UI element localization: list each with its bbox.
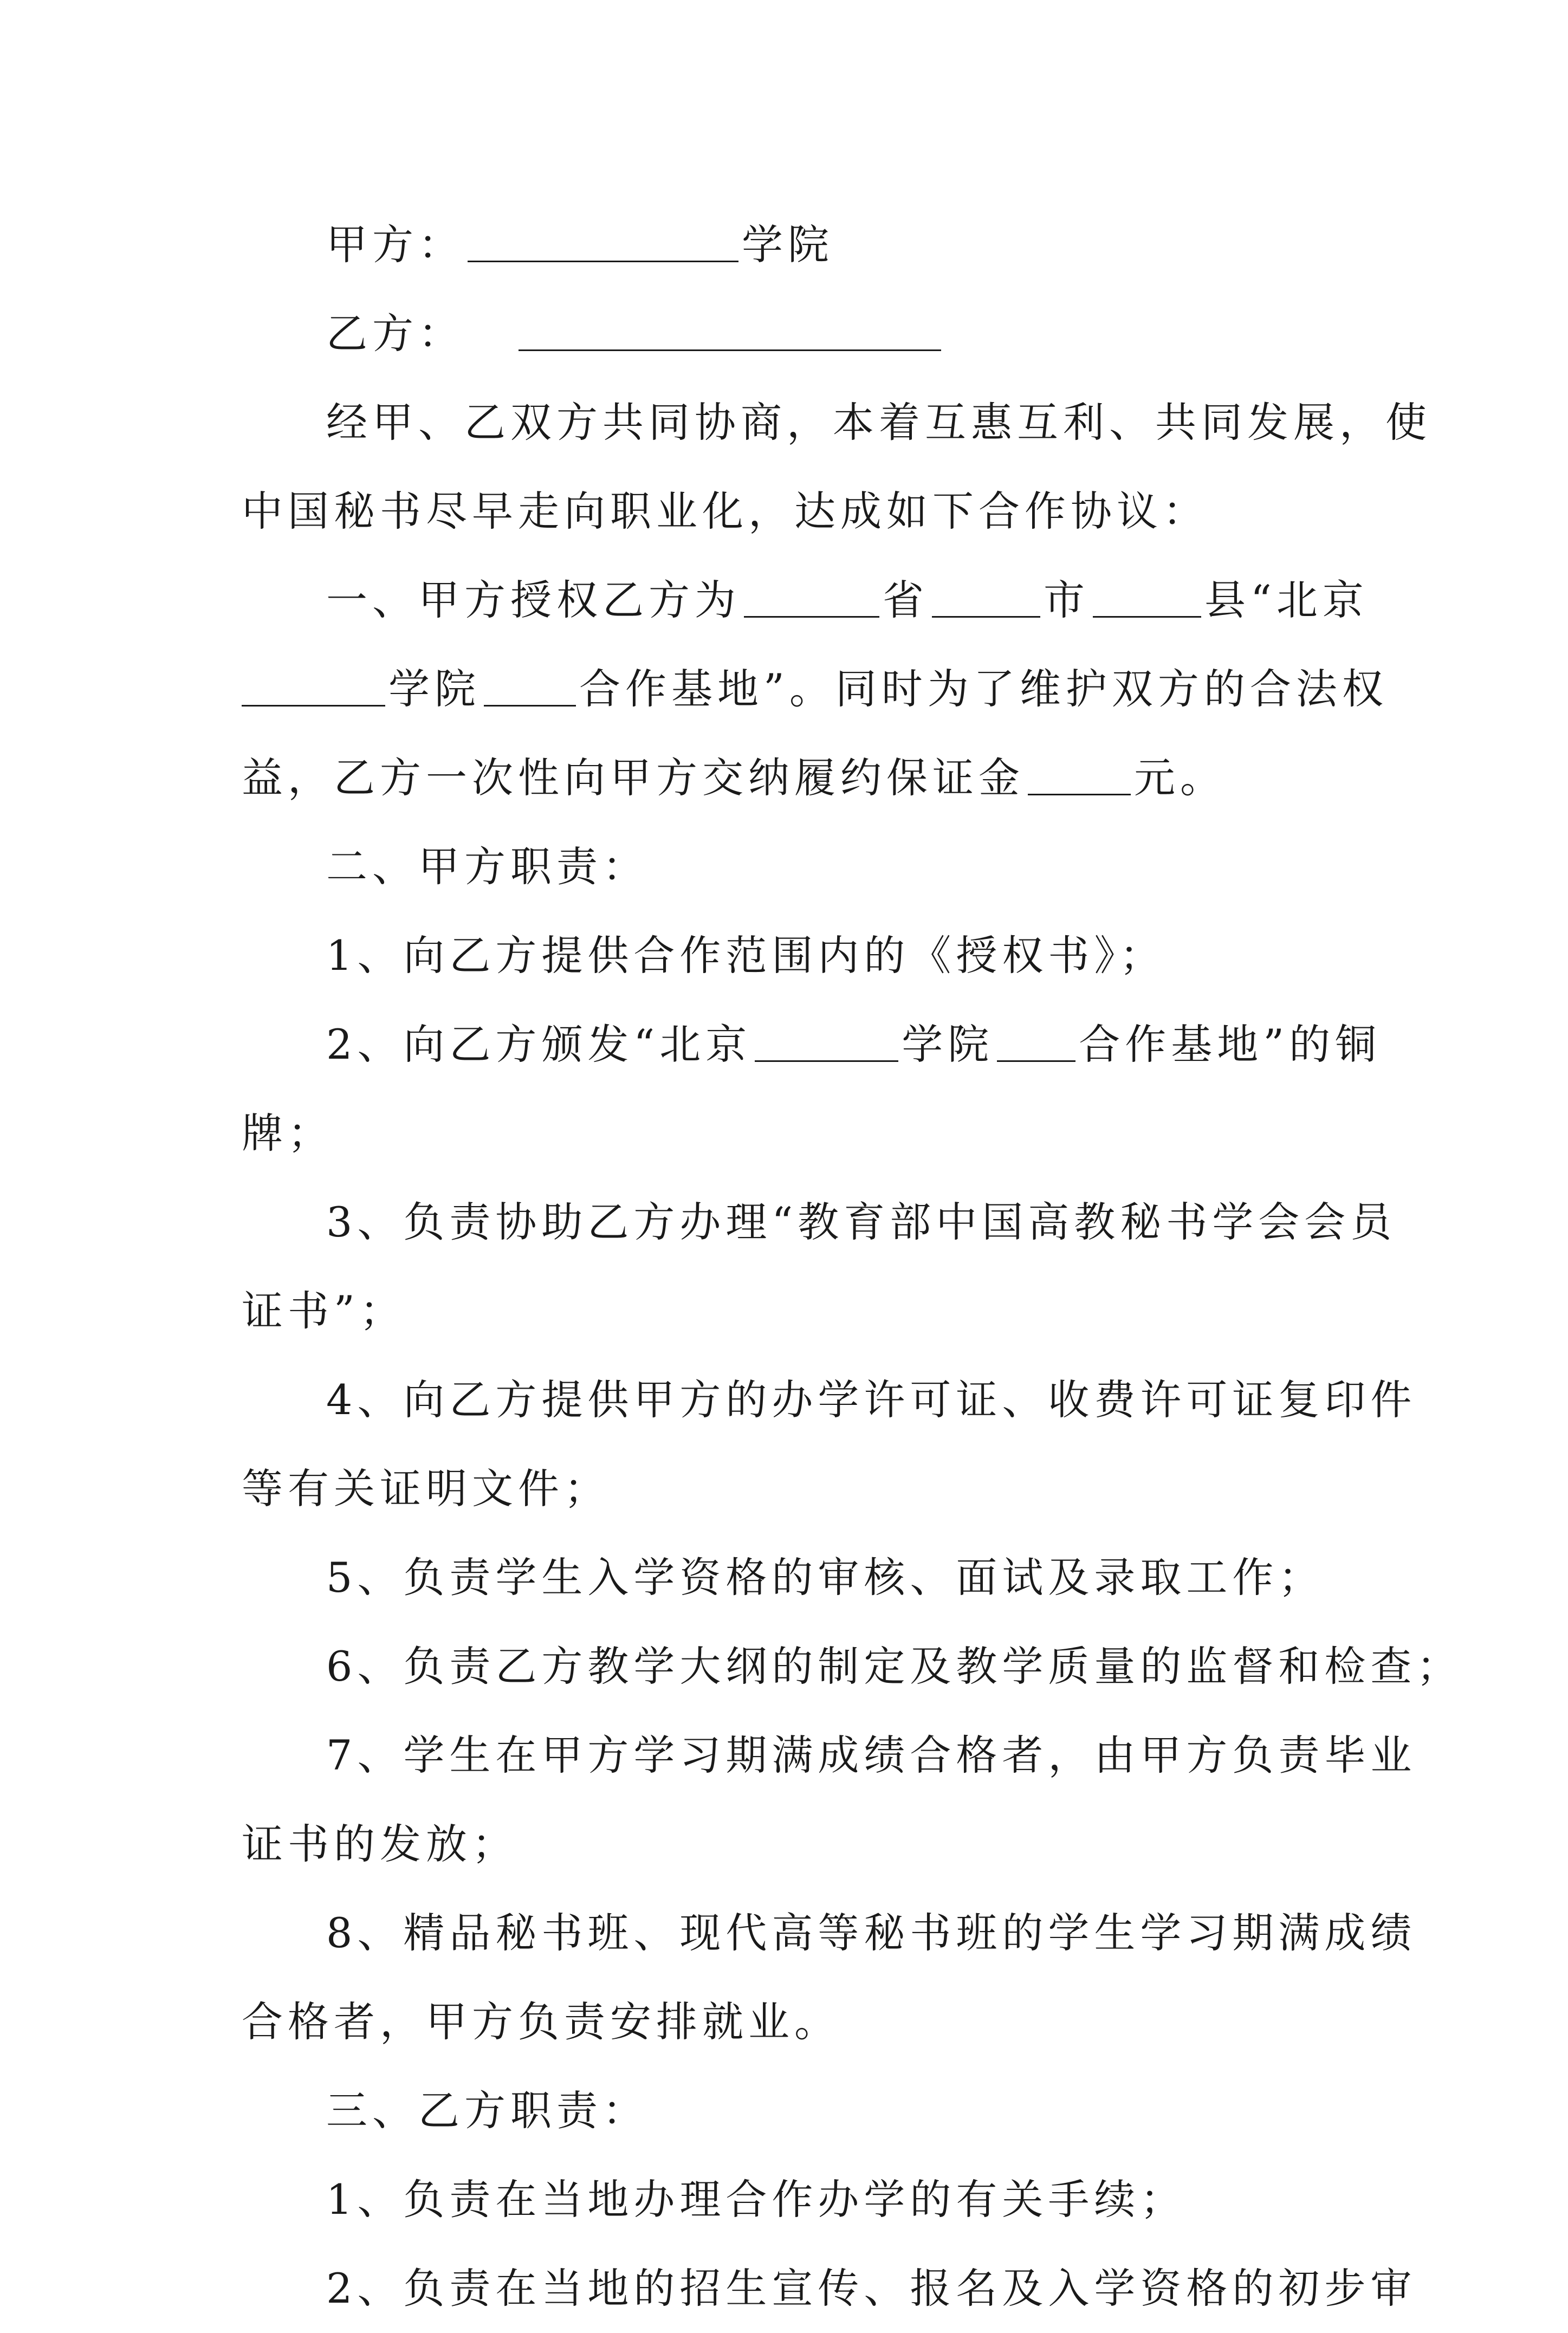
section-1-text-f: 合作基地”。同时为了维护双方的合法权 <box>579 665 1388 713</box>
section-2-item-3-line-2: 证书”； <box>242 1287 406 1335</box>
section-1-line-3 <box>242 734 1358 822</box>
intro-line-1: 经甲、乙双方共同协商，本着互惠互利、共同发展，使 <box>326 398 1431 446</box>
section-2-item-1: 1、向乙方提供合作范围内的《授权书》； <box>326 931 1166 980</box>
party-b-label: 乙方： <box>326 309 464 358</box>
section-2-item-5: 5、负责学生入学资格的审核、面试及录取工作； <box>326 1553 1325 1602</box>
party-a-label: 甲方： <box>326 221 464 269</box>
deposit-amount-blank[interactable] <box>1028 755 1131 795</box>
intro-line-2: 中国秘书尽早走向职业化，达成如下合作协议： <box>242 487 1209 535</box>
intro-paragraph <box>242 378 1431 556</box>
agreement-body <box>242 200 1463 2333</box>
section-2-heading: 二、甲方职责： <box>326 843 649 891</box>
plaque-base-blank[interactable] <box>997 1021 1075 1062</box>
section-1-text-e: 学院 <box>388 665 481 713</box>
section-2-item-4-line-2: 等有关证明文件； <box>242 1464 610 1513</box>
section-2-item-2-text-a: 2、向乙方颁发“北京 <box>326 1020 752 1068</box>
section-1-text-g: 益，乙方一次性向甲方交纳履约保证金 <box>242 754 1025 802</box>
city-blank[interactable] <box>932 577 1040 618</box>
section-2-item-8-line-2: 合格者，甲方负责安排就业。 <box>242 1998 840 2046</box>
section-1-text-d: 县“北京 <box>1204 576 1369 624</box>
section-2-item-2 <box>242 1000 1382 1178</box>
section-2-item-2-text-b: 学院 <box>902 1020 994 1068</box>
plaque-school-blank[interactable] <box>755 1021 898 1062</box>
party-b-line <box>242 289 1358 378</box>
section-2-item-3 <box>242 1178 1397 1356</box>
section-1-text-a: 一、甲方授权乙方为 <box>326 576 741 624</box>
section-2-item-8-line-1: 8、精品秘书班、现代高等秘书班的学生学习期满成绩 <box>326 1909 1417 1957</box>
section-1-paragraph <box>242 556 1388 822</box>
section-2-item-7-line-2: 证书的发放； <box>242 1820 518 1868</box>
section-2-item-4 <box>242 1356 1417 1533</box>
section-2-item-4-line-1: 4、向乙方提供甲方的办学许可证、收费许可证复印件 <box>326 1376 1417 1424</box>
party-a-blank[interactable] <box>468 222 738 262</box>
section-1-text-h: 元。 <box>1134 754 1226 802</box>
section-1-line-1 <box>242 556 1369 645</box>
section-2-item-6: 6、负责乙方教学大纲的制定及教学质量的监督和检查； <box>326 1642 1463 1690</box>
party-b-blank[interactable] <box>519 310 941 351</box>
county-blank[interactable] <box>1093 577 1201 618</box>
section-3-item-2: 2、负责在当地的招生宣传、报名及入学资格的初步审 <box>326 2264 1417 2312</box>
section-2-item-2-text-c: 合作基地”的铜 <box>1079 1020 1382 1068</box>
party-a-line <box>242 200 1358 289</box>
section-3-heading: 三、乙方职责： <box>326 2086 649 2135</box>
section-3-item-1: 1、负责在当地办理合作办学的有关手续； <box>326 2175 1187 2224</box>
section-2-item-8 <box>242 1889 1417 2066</box>
section-1-text-b: 省 <box>883 576 929 624</box>
party-a-suffix: 学院 <box>742 221 834 269</box>
school-name-blank[interactable] <box>242 666 385 707</box>
province-blank[interactable] <box>744 577 879 618</box>
section-2-item-7-line-1: 7、学生在甲方学习期满成绩合格者，由甲方负责毕业 <box>326 1731 1417 1779</box>
base-name-blank[interactable] <box>484 666 576 707</box>
section-2-item-2-line-2: 牌； <box>242 1109 334 1157</box>
section-2-item-7 <box>242 1711 1417 1889</box>
section-1-text-c: 市 <box>1044 576 1090 624</box>
section-2-item-2-line-1 <box>242 1000 1382 1089</box>
section-1-line-2 <box>242 645 1388 734</box>
section-2-item-3-line-1: 3、负责协助乙方办理“教育部中国高教秘书学会会员 <box>326 1198 1397 1246</box>
